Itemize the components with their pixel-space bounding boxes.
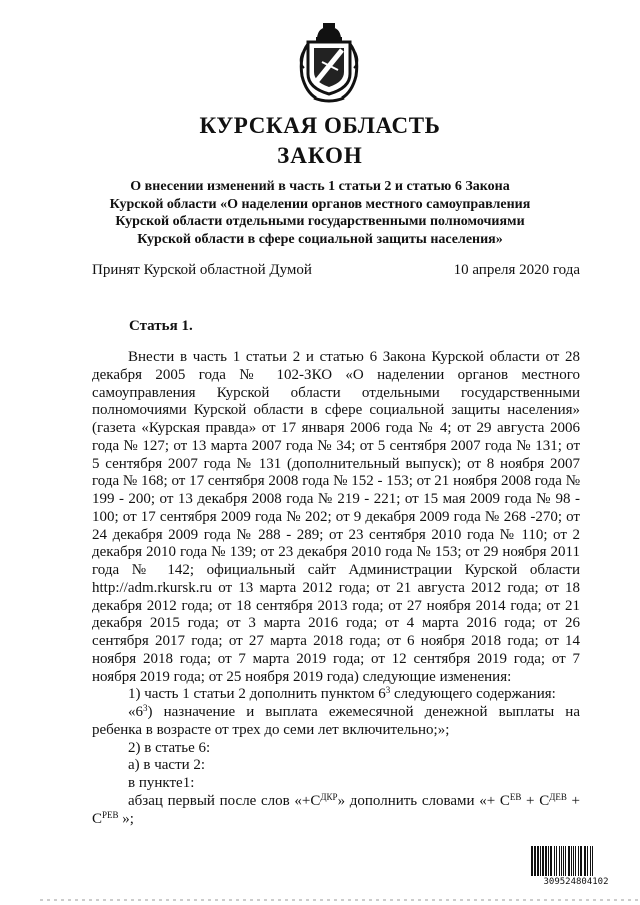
amendment-text: + С <box>92 792 580 827</box>
amendment-text: »; <box>118 810 134 827</box>
coat-of-arms-icon <box>296 22 362 104</box>
quote-open: «6 <box>128 704 143 720</box>
article-body <box>92 349 580 828</box>
law-title-line: Курской области «О наделении органов местного самоуправления <box>109 196 531 212</box>
intro-paragraph: Внести в часть 1 статьи 2 и статью 6 Закона Курской области от 28 декабря 2005 года № 102-ЗКО «О наделении органов местного самоуправления Курской области отдельными государственными полномочиями Курской области в сфере социальной защиты населения» (газета «Курская правда» от 17 января 2006 года № 4; от 29 августа 2006 года № 127; от 13 марта 2007 года № 34; от 5 сентября 2007 года № 131; от 5 сентября 2007 года № 131 (дополнительный выпуск); от 8 ноября 2007 года № 168; от 17 сентября 2008 года № 152 - 153; от 21 ноября 2008 года № 199 - 200; от 13 декабря 2008 года № 219 - 221; от 15 мая 2009 года № 98 - 100; от 17 сентября 2009 года № 202; от 9 декабря 2009 года № 268 -270; от 24 декабря 2009 года № 288 - 289; от 23 сентября 2010 года № 110; от 2 декабря 2010 года № 139; от 23 декабря 2010 года № 153; от 29 ноября 2011 года № 142; официальный сайт Администрации Курской области http://adm.rkursk.ru от 13 марта 2012 года; от 21 августа 2012 года; от 18 декабря 2012 года; от 18 сентября 2013 года; от 27 ноября 2014 года; от 21 декабря 2015 года; от 3 марта 2016 года; от 4 марта 2016 года; от 26 сентября 2017 года; от 27 марта 2018 года; от 6 ноября 2018 года; от 14 ноября 2018 года; от 7 марта 2019 года; от 12 сентября 2019 года; от 7 ноября 2019 года; от 25 ноября 2019 года) следующие изменения: <box>92 349 580 685</box>
barcode-number: 309524804102 <box>543 877 609 887</box>
item-1-paragraph <box>92 686 580 704</box>
law-title-line: О внесении изменений в часть 1 статьи 2 и статью 6 Закона <box>130 179 510 194</box>
scan-edge-divider <box>40 899 640 901</box>
quote-text: ) назначение и выплата ежемесячной денежной выплаты на ребенка в возрасте от трех до семи лет включительно;»; <box>92 704 580 738</box>
law-title <box>70 178 570 248</box>
superscript: 3 <box>385 685 391 696</box>
article-heading: Статья 1. <box>129 318 193 334</box>
amendment-text: + С <box>521 792 550 809</box>
item-1-text: 1) часть 1 статьи 2 дополнить пунктом 6 <box>128 686 386 703</box>
adoption-date: 10 апреля 2020 года <box>453 262 580 278</box>
law-title-line: Курской области в сфере социальной защиты населения» <box>137 231 503 247</box>
superscript: 3 <box>143 703 148 713</box>
law-title-line: Курской области отдельными государственными полномочиями <box>115 214 525 230</box>
barcode-icon <box>530 846 622 880</box>
superscript: ДЕВ <box>549 791 567 802</box>
quoted-item-paragraph <box>92 704 580 740</box>
superscript: ДКР <box>320 791 338 802</box>
superscript: РЕВ <box>102 809 119 820</box>
amendment-text: абзац первый после слов «+С <box>128 792 321 809</box>
region-heading: КУРСКАЯ ОБЛАСТЬ <box>199 113 441 138</box>
superscript: ЕВ <box>509 791 522 802</box>
amendment-text: » дополнить словами «+ С <box>337 792 510 809</box>
document-type-heading: ЗАКОН <box>277 143 363 168</box>
item-2a-point-paragraph: в пункте1: <box>128 775 195 791</box>
amendment-paragraph <box>92 793 580 829</box>
item-2-paragraph: 2) в статье 6: <box>128 739 211 756</box>
item-2a-paragraph: а) в части 2: <box>128 757 206 774</box>
item-1-text-end: следующего содержания: <box>390 686 556 703</box>
adopted-by-text: Принят Курской областной Думой <box>92 262 312 278</box>
